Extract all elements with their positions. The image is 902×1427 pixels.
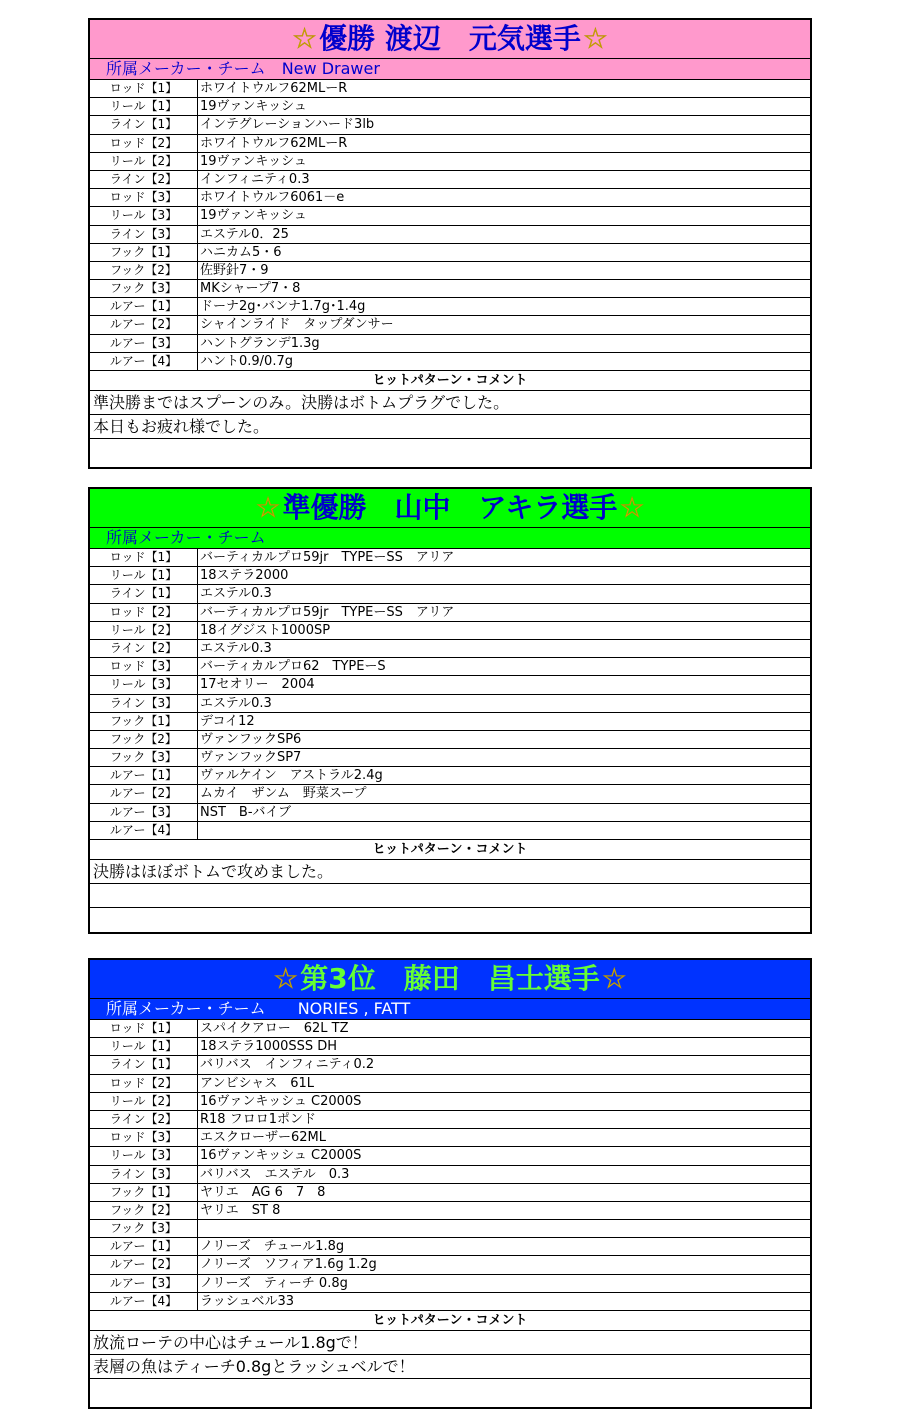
table-row	[90, 767, 810, 785]
table-row	[90, 226, 810, 244]
row-label: ロッド【3】	[90, 189, 198, 206]
table-row	[90, 1111, 810, 1129]
table-row	[90, 353, 810, 371]
row-label: リール【2】	[90, 1093, 198, 1110]
row-label: リール【1】	[90, 1038, 198, 1055]
row-label: ライン【3】	[90, 695, 198, 712]
table-row	[90, 280, 810, 298]
table-row	[90, 1293, 810, 1311]
row-value: バリバス エステル 0.3	[200, 1166, 350, 1182]
hit-pattern-header: ヒットパターン・コメント	[90, 840, 810, 860]
row-value: 18ステラ1000SSS DH	[200, 1039, 338, 1055]
row-value: ラッシュベル33	[200, 1293, 295, 1309]
row-label: リール【3】	[90, 207, 198, 224]
row-label: ルアー【4】	[90, 822, 198, 839]
row-value: エステル0.3	[200, 640, 272, 656]
player-title: 第3位 藤田 昌士選手	[300, 962, 600, 995]
hit-pattern-header: ヒットパターン・コメント	[90, 371, 810, 391]
row-label: ルアー【3】	[90, 1275, 198, 1292]
table-row	[90, 316, 810, 334]
row-value: ホワイトウルフ62MLーR	[200, 81, 348, 96]
row-label: フック【3】	[90, 749, 198, 766]
row-value: 16ヴァンキッシュ C2000S	[200, 1093, 362, 1109]
comment-line	[90, 908, 810, 931]
row-label: ロッド【3】	[90, 658, 198, 675]
table-row	[90, 1075, 810, 1093]
row-label: ロッド【2】	[90, 604, 198, 621]
table-row	[90, 731, 810, 749]
comment-line	[90, 884, 810, 908]
row-value: 18イグジスト1000SP	[200, 622, 331, 638]
table-row	[90, 189, 810, 207]
team-value: NORIES , FATT	[297, 999, 411, 1018]
table-row	[90, 335, 810, 353]
row-value: ムカイ ザンム 野菜スープ	[200, 786, 367, 802]
table-row	[90, 1202, 810, 1220]
row-value: ヴァルケイン アストラル2.4g	[200, 768, 383, 784]
comment-line	[90, 1379, 810, 1402]
table-row	[90, 658, 810, 676]
row-value: ノリーズ ティーチ 0.8g	[200, 1275, 348, 1291]
star-icon: ☆	[619, 491, 645, 524]
table-row	[90, 676, 810, 694]
winner-card-1st	[88, 18, 812, 469]
row-value: エステル0.3	[200, 586, 272, 602]
table-row	[90, 135, 810, 153]
row-value: バリバス インフィニティ0.2	[200, 1057, 375, 1073]
row-value: 19ヴァンキッシュ	[200, 208, 307, 224]
table-row	[90, 244, 810, 262]
table-row	[90, 713, 810, 731]
row-value: ハントグランデ1.3g	[200, 335, 320, 351]
winner-card-2nd	[88, 487, 812, 934]
row-label: リール【2】	[90, 153, 198, 170]
row-value: バーティカルプロ59jr TYPEーSS アリア	[200, 550, 455, 565]
row-label: ライン【1】	[90, 585, 198, 602]
player-title: 優勝 渡辺 元気選手	[319, 22, 581, 55]
table-row	[90, 695, 810, 713]
table-row	[90, 1275, 810, 1293]
row-label: ルアー【1】	[90, 1238, 198, 1255]
card-title	[90, 20, 810, 59]
table-row	[90, 549, 810, 567]
team-row	[90, 528, 810, 549]
row-label: ルアー【3】	[90, 335, 198, 352]
table-row	[90, 622, 810, 640]
row-value: シャインライド タップダンサー	[200, 317, 394, 333]
table-row	[90, 604, 810, 622]
row-label: ルアー【2】	[90, 1256, 198, 1273]
row-label: リール【3】	[90, 1147, 198, 1164]
row-label: ライン【3】	[90, 1166, 198, 1183]
table-row	[90, 822, 810, 840]
row-value: 17セオリー 2004	[200, 677, 315, 693]
table-row	[90, 1166, 810, 1184]
row-value: ノリーズ チュール1.8g	[200, 1239, 345, 1255]
row-label: フック【2】	[90, 1202, 198, 1219]
row-value: ホワイトウルフ6061－e	[200, 190, 345, 206]
comment-line: 本日もお疲れ様でした。	[90, 415, 810, 439]
row-label: リール【1】	[90, 98, 198, 115]
row-label: ロッド【1】	[90, 80, 198, 97]
team-label: 所属メーカー・チーム	[106, 999, 266, 1018]
table-row	[90, 207, 810, 225]
row-label: ロッド【2】	[90, 1075, 198, 1092]
row-value: バーティカルプロ59jr TYPEーSS アリア	[200, 604, 455, 620]
row-label: ロッド【1】	[90, 1020, 198, 1037]
row-value: ホワイトウルフ62MLーR	[200, 135, 348, 151]
card-title	[90, 489, 810, 528]
star-icon: ☆	[582, 22, 608, 55]
team-label: 所属メーカー・チーム	[106, 528, 266, 547]
row-value: エスクローザー62ML	[200, 1130, 327, 1146]
row-value: 16ヴァンキッシュ C2000S	[200, 1148, 362, 1164]
row-label: ルアー【4】	[90, 1293, 198, 1310]
table-row	[90, 1056, 810, 1074]
row-value: 19ヴァンキッシュ	[200, 153, 307, 169]
row-value: ヤリエ AG 6 7 8	[200, 1184, 326, 1200]
table-row	[90, 1038, 810, 1056]
team-value: New Drawer	[281, 59, 380, 78]
row-value: デコイ12	[200, 713, 255, 729]
table-row	[90, 298, 810, 316]
table-row	[90, 640, 810, 658]
row-label: フック【1】	[90, 244, 198, 261]
row-value	[198, 822, 810, 839]
row-value: NST B-バイブ	[200, 804, 292, 820]
row-value: ノリーズ ソフィア1.6g 1.2g	[200, 1257, 377, 1273]
team-row	[90, 999, 810, 1020]
star-icon: ☆	[292, 22, 318, 55]
table-row	[90, 567, 810, 585]
row-value: ヴァンフックSP7	[200, 750, 302, 766]
row-value: 19ヴァンキッシュ	[200, 99, 307, 115]
table-row	[90, 98, 810, 116]
row-label: ルアー【2】	[90, 785, 198, 802]
table-row	[90, 80, 810, 98]
table-row	[90, 804, 810, 822]
row-value: ハント0.9/0.7g	[200, 353, 293, 369]
team-label: 所属メーカー・チーム	[106, 59, 266, 78]
row-value: ヤリエ ST 8	[200, 1202, 281, 1218]
star-icon: ☆	[255, 491, 281, 524]
row-value: インテグレーションハード3lb	[200, 117, 375, 133]
table-row	[90, 1238, 810, 1256]
table-row	[90, 585, 810, 603]
star-icon: ☆	[601, 962, 627, 995]
row-value: MKシャープ7・8	[200, 281, 301, 297]
row-value: エステル0.3	[200, 695, 272, 711]
row-value: スパイクアロー 62L TZ	[200, 1021, 349, 1036]
player-title: 準優勝 山中 アキラ選手	[282, 491, 618, 524]
comment-line	[90, 439, 810, 462]
row-label: フック【1】	[90, 1184, 198, 1201]
table-row	[90, 1129, 810, 1147]
row-label: フック【1】	[90, 713, 198, 730]
table-row	[90, 749, 810, 767]
row-value: バーティカルプロ62 TYPEーS	[200, 659, 386, 675]
row-label: ロッド【2】	[90, 135, 198, 152]
row-label: ルアー【2】	[90, 316, 198, 333]
table-row	[90, 1147, 810, 1165]
row-label: フック【3】	[90, 280, 198, 297]
comment-line: 準決勝まではスプーンのみ。決勝はボトムプラグでした。	[90, 391, 810, 415]
row-label: フック【2】	[90, 262, 198, 279]
row-label: リール【1】	[90, 567, 198, 584]
row-label: フック【2】	[90, 731, 198, 748]
row-label: ライン【2】	[90, 1111, 198, 1128]
row-label: ルアー【4】	[90, 353, 198, 370]
table-row	[90, 785, 810, 803]
table-row	[90, 1020, 810, 1038]
row-value	[198, 1220, 810, 1237]
star-icon: ☆	[273, 962, 299, 995]
row-label: ライン【1】	[90, 116, 198, 133]
row-value: R18 フロロ1ポンド	[200, 1111, 316, 1127]
row-label: ライン【1】	[90, 1056, 198, 1073]
row-label: ライン【3】	[90, 226, 198, 243]
table-row	[90, 171, 810, 189]
table-row	[90, 1093, 810, 1111]
row-label: ロッド【1】	[90, 549, 198, 566]
hit-pattern-header: ヒットパターン・コメント	[90, 1311, 810, 1331]
row-label: ルアー【3】	[90, 804, 198, 821]
row-label: ルアー【1】	[90, 298, 198, 315]
row-label: リール【3】	[90, 676, 198, 693]
row-value: ハニカム5・6	[200, 244, 282, 260]
table-row	[90, 116, 810, 134]
table-row	[90, 1220, 810, 1238]
comment-line: 決勝はほぼボトムで攻めました。	[90, 860, 810, 884]
table-row	[90, 262, 810, 280]
row-value: エステル0．25	[200, 226, 289, 242]
table-row	[90, 1256, 810, 1274]
row-label: ライン【2】	[90, 640, 198, 657]
comment-line: 表層の魚はティーチ0.8gとラッシュベルで！	[90, 1355, 810, 1379]
card-title	[90, 960, 810, 999]
table-row	[90, 1184, 810, 1202]
row-label: フック【3】	[90, 1220, 198, 1237]
row-label: ライン【2】	[90, 171, 198, 188]
winner-card-3rd	[88, 958, 812, 1409]
row-label: ロッド【3】	[90, 1129, 198, 1146]
comment-line: 放流ローテの中心はチュール1.8gで！	[90, 1331, 810, 1355]
row-label: リール【2】	[90, 622, 198, 639]
row-value: 佐野針7・9	[200, 262, 269, 278]
row-value: インフィニティ0.3	[200, 171, 310, 187]
row-label: ルアー【1】	[90, 767, 198, 784]
row-value: アンビシャス 61L	[200, 1075, 315, 1091]
team-row	[90, 59, 810, 80]
row-value: ドーナ2g･バンナ1.7g･1.4g	[200, 299, 366, 315]
row-value: ヴァンフックSP6	[200, 731, 302, 747]
table-row	[90, 153, 810, 171]
row-value: 18ステラ2000	[200, 568, 289, 584]
